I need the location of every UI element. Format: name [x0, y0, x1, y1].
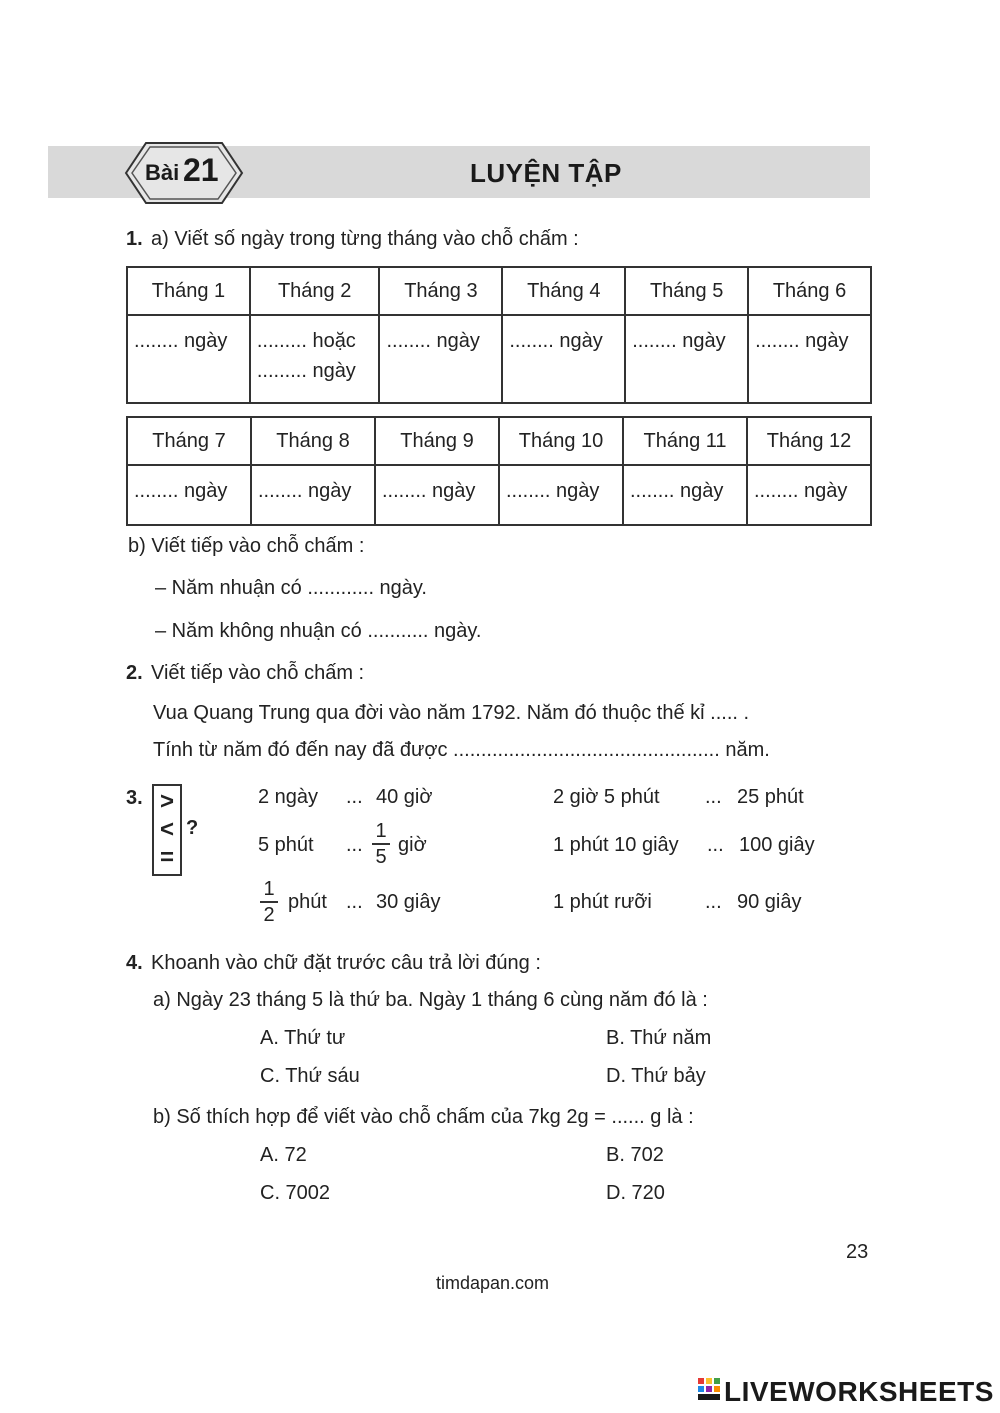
cmp-left-3-a: phút	[288, 891, 327, 913]
month-header: Tháng 3	[379, 267, 502, 315]
q3-number: 3.	[126, 787, 143, 809]
days-fill-cell[interactable]: ........ ngày	[379, 315, 502, 403]
equals-symbol: =	[159, 844, 174, 871]
q4a-option-c[interactable]: C. Thứ sáu	[260, 1065, 360, 1087]
fraction-denominator: 2	[263, 904, 275, 926]
months-table-1	[126, 266, 872, 404]
month-header: Tháng 4	[502, 267, 625, 315]
watermark-text: LIVEWORKSHEETS	[724, 1376, 994, 1407]
q4a-option-d[interactable]: D. Thứ bảy	[606, 1065, 706, 1087]
days-fill-cell[interactable]: ........ ngày	[747, 465, 871, 525]
q4b-question: b) Số thích hợp để viết vào chỗ chấm của 7kg 2g = ...... g là :	[153, 1106, 694, 1128]
fraction-one-fifth	[372, 820, 390, 868]
q4b-option-c[interactable]: C. 7002	[260, 1182, 331, 1204]
days-fill-cell-feb[interactable]	[250, 315, 380, 403]
cmp-left-3-blank[interactable]: ...	[346, 891, 363, 913]
days-fill-cell[interactable]: ........ ngày	[251, 465, 375, 525]
comparison-symbols-box	[152, 784, 182, 876]
months-table-2	[126, 416, 872, 526]
days-fill-cell[interactable]: ........ ngày	[502, 315, 625, 403]
q4-prompt: Khoanh vào chữ đặt trước câu trả lời đúng :	[151, 952, 541, 974]
fraction-one-half	[260, 878, 278, 926]
q2-number: 2.	[126, 662, 143, 684]
cmp-left-1-blank[interactable]: ...	[346, 786, 363, 808]
leap-year-line[interactable]: – Năm nhuận có ............ ngày.	[155, 577, 427, 599]
liveworksheets-logo-icon	[698, 1378, 720, 1402]
q2-prompt: Viết tiếp vào chỗ chấm :	[151, 662, 365, 684]
fraction-numerator: 1	[263, 878, 275, 900]
cmp-right-1-blank[interactable]: ...	[705, 786, 722, 808]
month-header: Tháng 9	[375, 417, 499, 465]
cmp-left-1-b: 40 giờ	[376, 786, 433, 808]
page-number: 23	[846, 1241, 869, 1263]
days-fill-cell[interactable]: ........ ngày	[375, 465, 499, 525]
fraction-denominator: 5	[375, 846, 387, 868]
q2-line-1[interactable]: Vua Quang Trung qua đời vào năm 1792. Năm đó thuộc thế kỉ ..... .	[153, 702, 750, 724]
q4b-option-d[interactable]: D. 720	[606, 1182, 665, 1204]
q2-line-2[interactable]: Tính từ năm đó đến nay đã được ................................................ năm.	[153, 739, 770, 761]
q4a-option-a[interactable]: A. Thứ tư	[260, 1027, 346, 1049]
question-mark: ?	[186, 817, 199, 839]
cmp-right-3-a: 1 phút rưỡi	[553, 891, 652, 913]
month-header: Tháng 5	[625, 267, 748, 315]
days-fill-cell[interactable]: ........ ngày	[625, 315, 748, 403]
month-header: Tháng 2	[250, 267, 380, 315]
days-fill-cell[interactable]: ........ ngày	[623, 465, 747, 525]
days-fill-cell[interactable]: ........ ngày	[127, 465, 251, 525]
source-text: timdapan.com	[436, 1273, 550, 1293]
days-fill-cell[interactable]: ........ ngày	[127, 315, 250, 403]
cmp-left-2-b: giờ	[398, 834, 427, 856]
less-than-symbol: <	[159, 816, 174, 843]
month-header: Tháng 12	[747, 417, 871, 465]
days-fill-line: ......... ngày	[256, 360, 356, 382]
month-header: Tháng 7	[127, 417, 251, 465]
cmp-right-1-b: 25 phút	[737, 786, 804, 808]
q4a-question: a) Ngày 23 tháng 5 là thứ ba. Ngày 1 tháng 6 cùng năm đó là :	[153, 989, 708, 1011]
q4b-option-b[interactable]: B. 702	[606, 1144, 664, 1166]
month-header: Tháng 11	[623, 417, 747, 465]
q4-number: 4.	[126, 952, 143, 974]
q1-number: 1.	[126, 228, 143, 250]
q1-part-a: a) Viết số ngày trong từng tháng vào chỗ chấm :	[151, 228, 579, 250]
cmp-right-1-a: 2 giờ 5 phút	[553, 786, 660, 808]
cmp-right-2-a: 1 phút 10 giây	[553, 834, 679, 856]
cmp-left-2-a: 5 phút	[258, 834, 314, 856]
fraction-numerator: 1	[375, 820, 387, 842]
month-header: Tháng 8	[251, 417, 375, 465]
q4a-option-b[interactable]: B. Thứ năm	[606, 1027, 712, 1049]
lesson-prefix: Bài	[145, 160, 180, 185]
greater-than-symbol: >	[159, 788, 174, 815]
days-fill-cell[interactable]: ........ ngày	[499, 465, 623, 525]
cmp-left-2-blank[interactable]: ...	[346, 834, 363, 856]
cmp-right-3-b: 90 giây	[737, 891, 802, 913]
month-header: Tháng 10	[499, 417, 623, 465]
q4b-option-a[interactable]: A. 72	[260, 1144, 307, 1166]
lesson-title: LUYỆN TẬP	[470, 158, 622, 188]
q1-part-b: b) Viết tiếp vào chỗ chấm :	[128, 535, 365, 557]
lesson-number: 21	[183, 152, 219, 188]
cmp-right-3-blank[interactable]: ...	[705, 891, 722, 913]
month-header: Tháng 6	[748, 267, 871, 315]
days-fill-cell[interactable]: ........ ngày	[748, 315, 871, 403]
cmp-left-1-a: 2 ngày	[258, 786, 319, 808]
month-header: Tháng 1	[127, 267, 250, 315]
days-fill-line: ......... hoặc	[256, 330, 356, 352]
cmp-right-2-blank[interactable]: ...	[707, 834, 724, 856]
cmp-left-3-b: 30 giây	[376, 891, 441, 913]
common-year-line[interactable]: – Năm không nhuận có ........... ngày.	[155, 620, 482, 642]
cmp-right-2-b: 100 giây	[739, 834, 815, 856]
